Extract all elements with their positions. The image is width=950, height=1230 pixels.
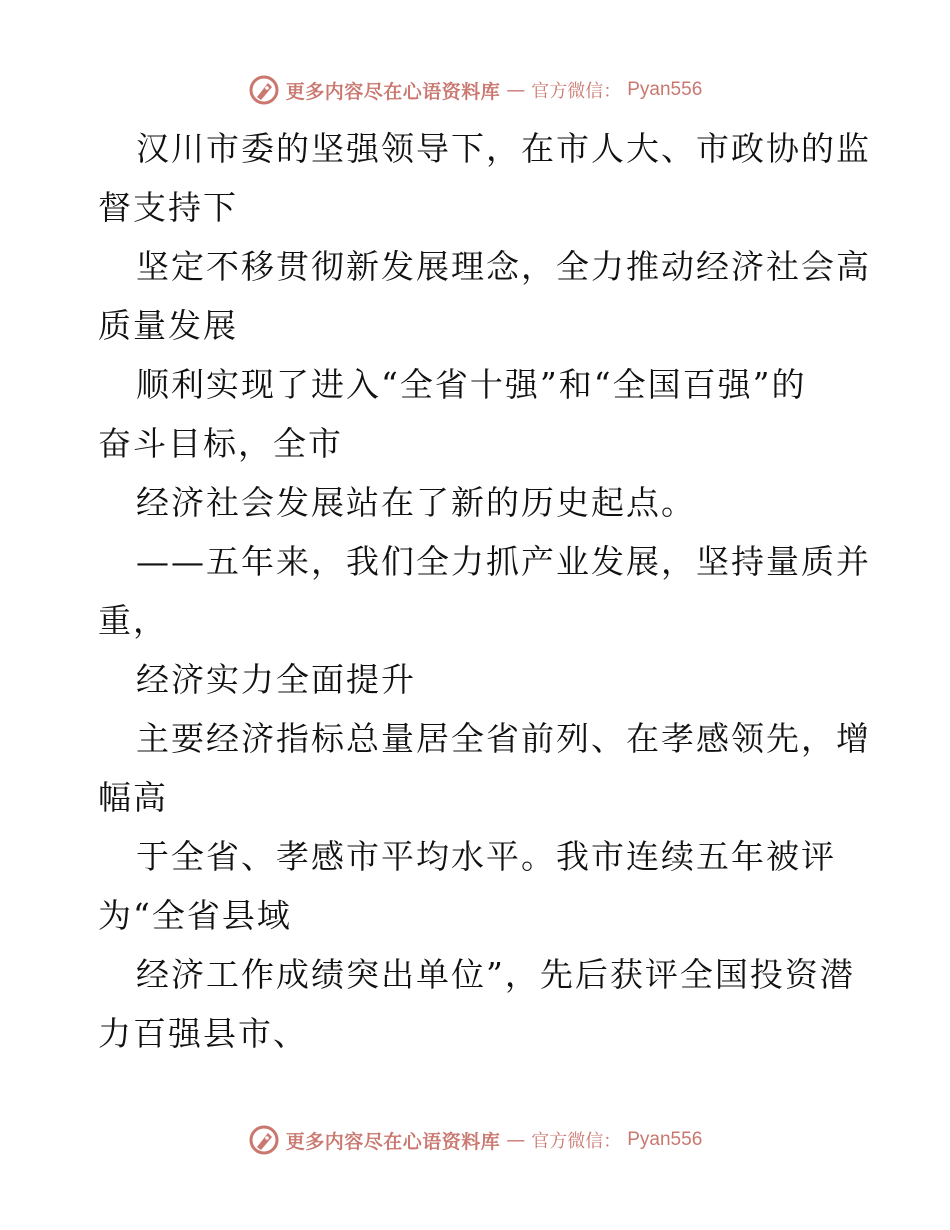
line: 重，	[98, 601, 168, 640]
paragraph	[98, 237, 871, 355]
watermark-separator: —	[506, 1129, 526, 1151]
line: 为“全省县域	[98, 896, 292, 935]
paragraph	[98, 532, 871, 650]
line: 幅高	[98, 778, 168, 817]
pen-nib-circle-icon	[248, 1124, 280, 1156]
header-watermark	[0, 72, 950, 108]
watermark-title: 更多内容尽在心语资料库	[285, 1130, 501, 1153]
paragraph	[98, 827, 858, 945]
line: 经济实力全面提升	[136, 660, 416, 699]
watermark-title: 更多内容尽在心语资料库	[285, 80, 501, 103]
watermark-separator: —	[506, 79, 526, 101]
line: 主要经济指标总量居全省前列、在孝感领先，增	[136, 719, 871, 758]
document-body	[98, 119, 871, 1063]
line: 质量发展	[98, 306, 238, 345]
line: ——五年来，我们全力抓产业发展，坚持量质并	[136, 542, 871, 581]
line: 顺利实现了进入“全省十强”和“全国百强”的	[136, 365, 807, 404]
paragraph	[98, 119, 871, 237]
line: 经济社会发展站在了新的历史起点。	[136, 483, 696, 522]
line: 坚定不移贯彻新发展理念，全力推动经济社会高	[136, 247, 871, 286]
line: 汉川市委的坚强领导下，在市人大、市政协的监	[136, 129, 871, 168]
watermark-wechat-id: Pyan556	[627, 1129, 703, 1150]
line: 奋斗目标，全市	[98, 424, 343, 463]
paragraph	[98, 709, 871, 827]
paragraph	[98, 945, 858, 1063]
watermark-wechat-label: 官方微信：	[531, 81, 622, 102]
watermark-wechat-id: Pyan556	[627, 79, 703, 100]
line: 经济工作成绩突出单位”，先后获评全国投资潜	[136, 955, 855, 994]
paragraph	[98, 473, 858, 532]
line: 督支持下	[98, 188, 238, 227]
paragraph	[98, 355, 858, 473]
line: 于全省、孝感市平均水平。我市连续五年被评	[136, 837, 836, 876]
line: 力百强县市、	[98, 1014, 308, 1053]
pen-nib-circle-icon	[248, 74, 280, 106]
watermark-wechat-label: 官方微信：	[531, 1131, 622, 1152]
footer-watermark	[0, 1122, 950, 1158]
paragraph	[98, 650, 858, 709]
